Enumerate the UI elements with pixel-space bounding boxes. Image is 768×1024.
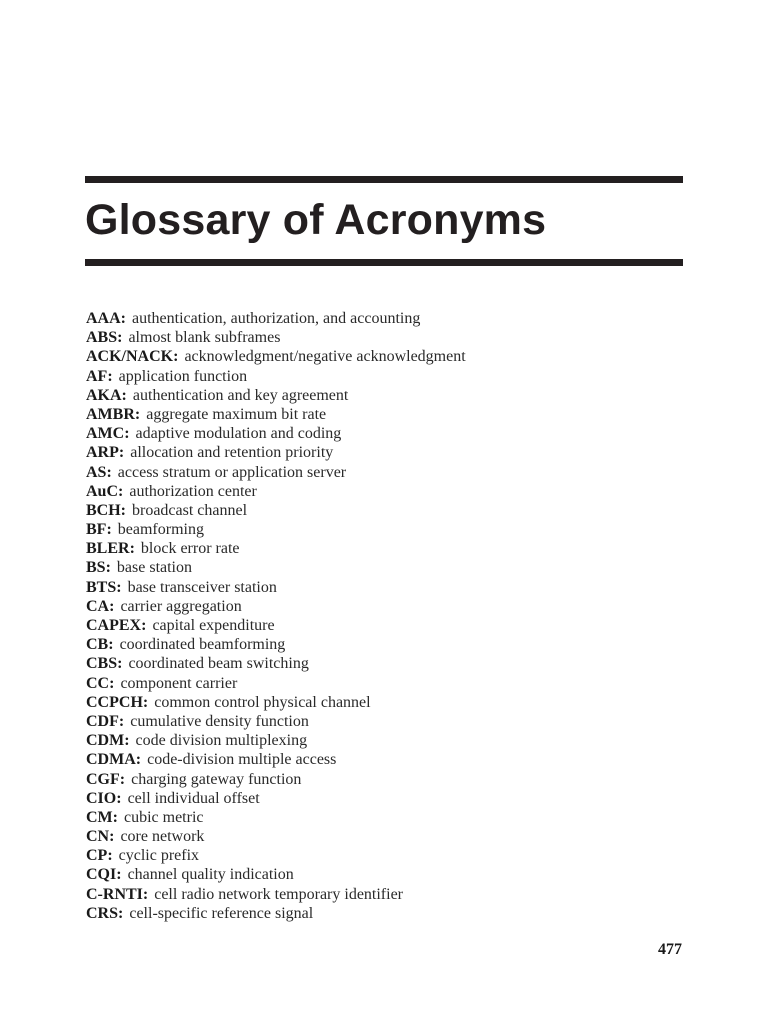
glossary-definition: authentication, authorization, and accounting xyxy=(132,310,421,327)
glossary-term: CA: xyxy=(86,597,115,615)
glossary-definition: beamforming xyxy=(117,521,204,539)
glossary-term: CQI: xyxy=(86,866,122,884)
glossary-entry xyxy=(86,827,684,846)
glossary-entry xyxy=(86,367,684,386)
glossary-entry xyxy=(86,482,684,501)
glossary-entry xyxy=(86,789,684,808)
glossary-term: CB: xyxy=(86,636,114,654)
glossary-definition: coordinated beam switching xyxy=(128,655,309,673)
glossary-entry xyxy=(86,846,684,865)
glossary-definition: component carrier xyxy=(120,674,238,692)
glossary-term: AKA: xyxy=(86,386,127,404)
glossary-definition: block error rate xyxy=(140,540,240,558)
glossary-term: C-RNTI: xyxy=(86,885,149,903)
glossary-entry xyxy=(86,808,684,827)
glossary-term: CGF: xyxy=(86,770,126,788)
glossary-definition: core network xyxy=(120,828,205,846)
glossary-term: CAPEX: xyxy=(86,617,147,634)
glossary-entry xyxy=(86,731,684,750)
glossary-entry xyxy=(86,750,684,769)
glossary-definition: authentication and key agreement xyxy=(132,386,349,404)
glossary-definition: carrier aggregation xyxy=(120,597,242,615)
glossary-term: CDMA: xyxy=(86,751,142,769)
glossary-term: ARP: xyxy=(86,444,125,462)
glossary-definition: cell radio network temporary identifier xyxy=(154,885,404,903)
glossary-entry xyxy=(86,309,684,328)
glossary-definition: charging gateway function xyxy=(131,770,302,788)
glossary-entry xyxy=(86,770,684,789)
glossary-entry xyxy=(86,674,684,693)
glossary-term: BCH: xyxy=(86,501,126,519)
glossary-term: ACK/NACK: xyxy=(86,348,179,366)
glossary-term: CDM: xyxy=(86,732,130,750)
glossary-term: BTS: xyxy=(86,578,122,596)
glossary-entry xyxy=(86,635,684,654)
glossary-entry xyxy=(86,405,684,424)
glossary-term: AMBR: xyxy=(86,405,141,423)
glossary-entry xyxy=(86,443,684,462)
glossary-term: ABS: xyxy=(86,329,123,347)
glossary-term: CRS: xyxy=(86,904,124,922)
glossary-entry xyxy=(86,654,684,673)
glossary-term: CIO: xyxy=(86,789,122,807)
glossary-term: BLER: xyxy=(86,540,135,558)
glossary-term: AuC: xyxy=(86,482,124,500)
glossary-definition: aggregate maximum bit rate xyxy=(146,405,327,423)
title-top-rule xyxy=(85,176,683,183)
glossary-term: BF: xyxy=(86,521,112,539)
glossary-definition: cell-specific reference signal xyxy=(129,904,314,922)
glossary-definition: almost blank subframes xyxy=(128,329,281,347)
glossary-entry xyxy=(86,386,684,405)
glossary-term: CN: xyxy=(86,828,115,846)
glossary-entry xyxy=(86,885,684,904)
glossary-definition: application function xyxy=(118,367,248,385)
glossary-definition: base station xyxy=(116,559,192,577)
glossary-definition: acknowledgment/negative acknowledgment xyxy=(184,348,466,366)
glossary-definition: channel quality indication xyxy=(127,866,294,884)
glossary-term: CP: xyxy=(86,847,113,865)
glossary-term: AMC: xyxy=(86,425,130,443)
glossary-term: CM: xyxy=(86,808,118,826)
glossary-entry xyxy=(86,693,684,712)
glossary-term: CC: xyxy=(86,674,115,692)
glossary-entry xyxy=(86,558,684,577)
glossary-term: CDF: xyxy=(86,712,125,730)
glossary-definition: adaptive modulation and coding xyxy=(135,425,342,443)
page-title: Glossary of Acronyms xyxy=(85,196,547,244)
glossary-entry xyxy=(86,347,684,366)
glossary-entry xyxy=(86,578,684,597)
glossary-definition: cell individual offset xyxy=(127,789,260,807)
glossary-entry xyxy=(86,597,684,616)
glossary-definition: code-division multiple access xyxy=(147,751,337,769)
glossary-term: AS: xyxy=(86,463,112,481)
glossary-definition: allocation and retention priority xyxy=(130,444,334,462)
glossary-definition: cubic metric xyxy=(123,808,204,826)
glossary-definition: common control physical channel xyxy=(154,693,371,711)
glossary-term: CBS: xyxy=(86,655,123,673)
glossary-entry xyxy=(86,865,684,884)
glossary-entry xyxy=(86,616,684,635)
glossary-term: AAA: xyxy=(86,310,126,327)
glossary-list xyxy=(86,309,684,923)
glossary-entry xyxy=(86,712,684,731)
glossary-definition: cyclic prefix xyxy=(118,847,200,865)
glossary-entry xyxy=(86,328,684,347)
glossary-definition: access stratum or application server xyxy=(117,463,347,481)
glossary-entry xyxy=(86,904,684,923)
glossary-entry xyxy=(86,463,684,482)
glossary-entry xyxy=(86,539,684,558)
glossary-entry xyxy=(86,520,684,539)
glossary-entry xyxy=(86,424,684,443)
glossary-entry xyxy=(86,501,684,520)
glossary-definition: cumulative density function xyxy=(130,712,309,730)
glossary-definition: capital expenditure xyxy=(152,617,275,634)
title-bottom-rule xyxy=(85,259,683,266)
glossary-term: CCPCH: xyxy=(86,693,149,711)
page-number: 477 xyxy=(658,941,682,958)
glossary-definition: base transceiver station xyxy=(127,578,277,596)
glossary-definition: broadcast channel xyxy=(132,501,248,519)
glossary-term: BS: xyxy=(86,559,111,577)
glossary-definition: coordinated beamforming xyxy=(119,636,286,654)
glossary-definition: code division multiplexing xyxy=(135,732,308,750)
glossary-term: AF: xyxy=(86,367,113,385)
glossary-definition: authorization center xyxy=(129,482,257,500)
